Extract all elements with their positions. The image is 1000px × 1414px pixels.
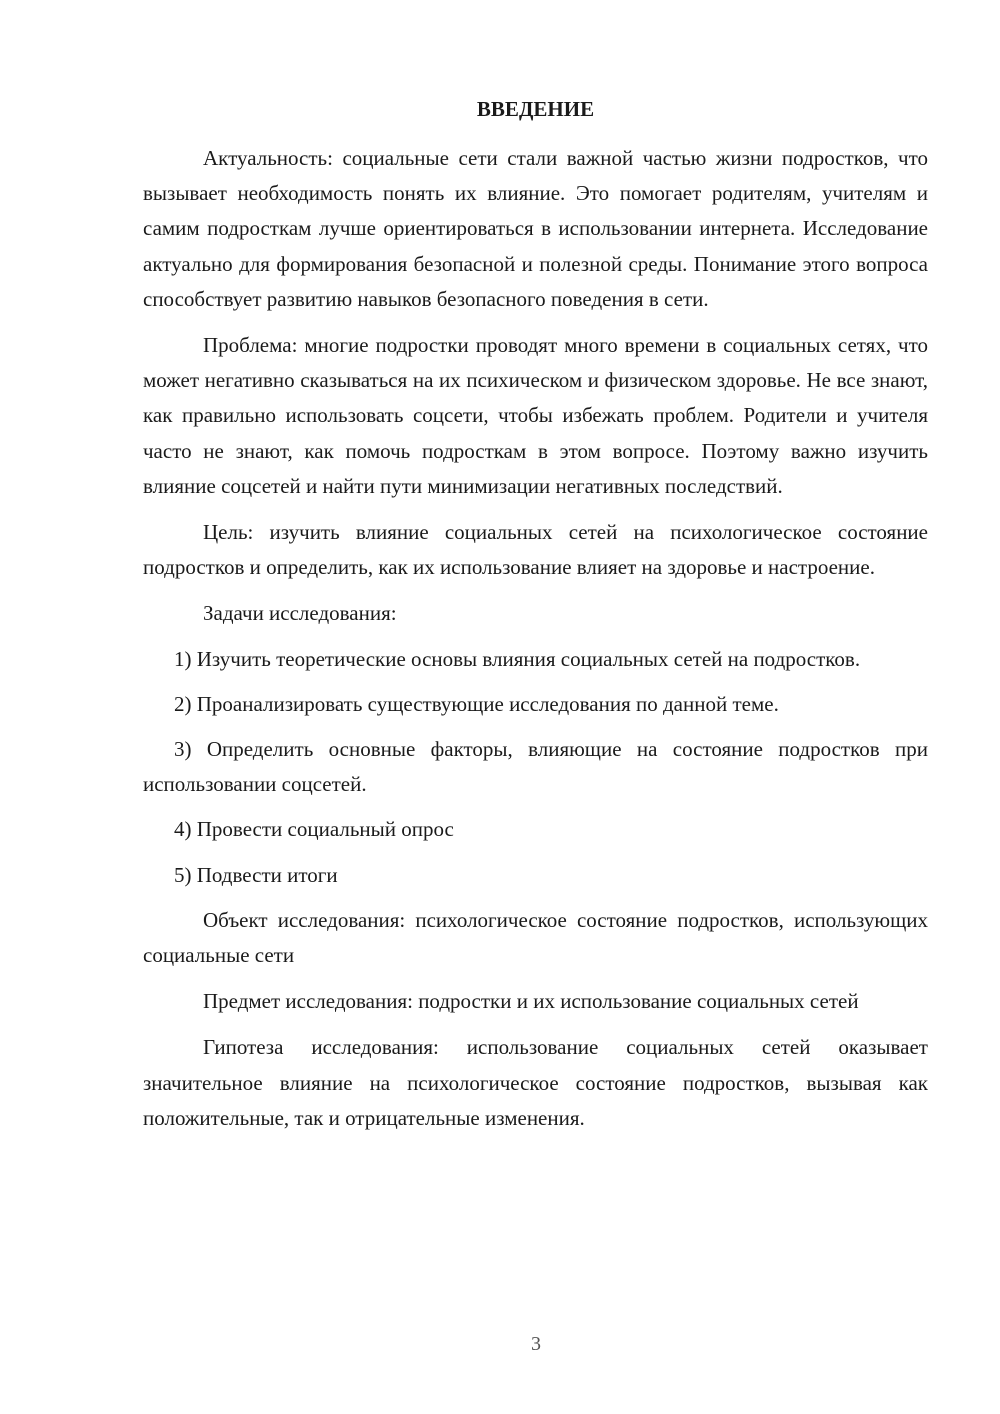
task-item: 3) Определить основные факторы, влияющие на состояние подростков при использовании соцсетей. <box>143 737 928 797</box>
hypothesis-paragraph: Гипотеза исследования: использование социальных сетей оказывает значительное влияние на психологическое состояние подростков, вызывая как положительные, так и отрицательные изменения. <box>143 1035 928 1130</box>
tasks-heading: Задачи исследования: <box>203 601 397 626</box>
task-item: 1) Изучить теоретические основы влияния социальных сетей на подростков. <box>174 646 861 671</box>
task-item: 4) Провести социальный опрос <box>174 817 454 842</box>
document-page <box>143 92 928 1147</box>
relevance-paragraph: Актуальность: социальные сети стали важной частью жизни подростков, что вызывает необходимость понять их влияние. Это помогает родителям, учителям и самим подросткам лучше ориентироваться в использовании интернета. Исследование актуально для формирования безопасной и полезной среды. Понимание этого вопроса способствует развитию навыков безопасного поведения в сети. <box>143 146 928 311</box>
goal-paragraph: Цель: изучить влияние социальных сетей на психологическое состояние подростков и определить, как их использование влияет на здоровье и настроение. <box>143 520 928 580</box>
problem-paragraph: Проблема: многие подростки проводят много времени в социальных сетях, что может негативно сказываться на их психическом и физическом здоровье. Не все знают, как правильно использовать соцсети, чтобы избежать проблем. Родители и учителя часто не знают, как помочь подросткам в этом вопросе. Поэтому важно изучить влияние соцсетей и найти пути минимизации негативных последствий. <box>143 333 928 498</box>
page-number: 3 <box>531 1333 541 1355</box>
section-title: ВВЕДЕНИЕ <box>476 97 595 121</box>
object-paragraph: Объект исследования: психологическое состояние подростков, использующих социальные сети <box>143 907 928 968</box>
task-item: 2) Проанализировать существующие исследования по данной теме. <box>174 691 779 716</box>
task-item: 5) Подвести итоги <box>174 862 338 887</box>
subject-paragraph: Предмет исследования: подростки и их использование социальных сетей <box>203 989 859 1014</box>
